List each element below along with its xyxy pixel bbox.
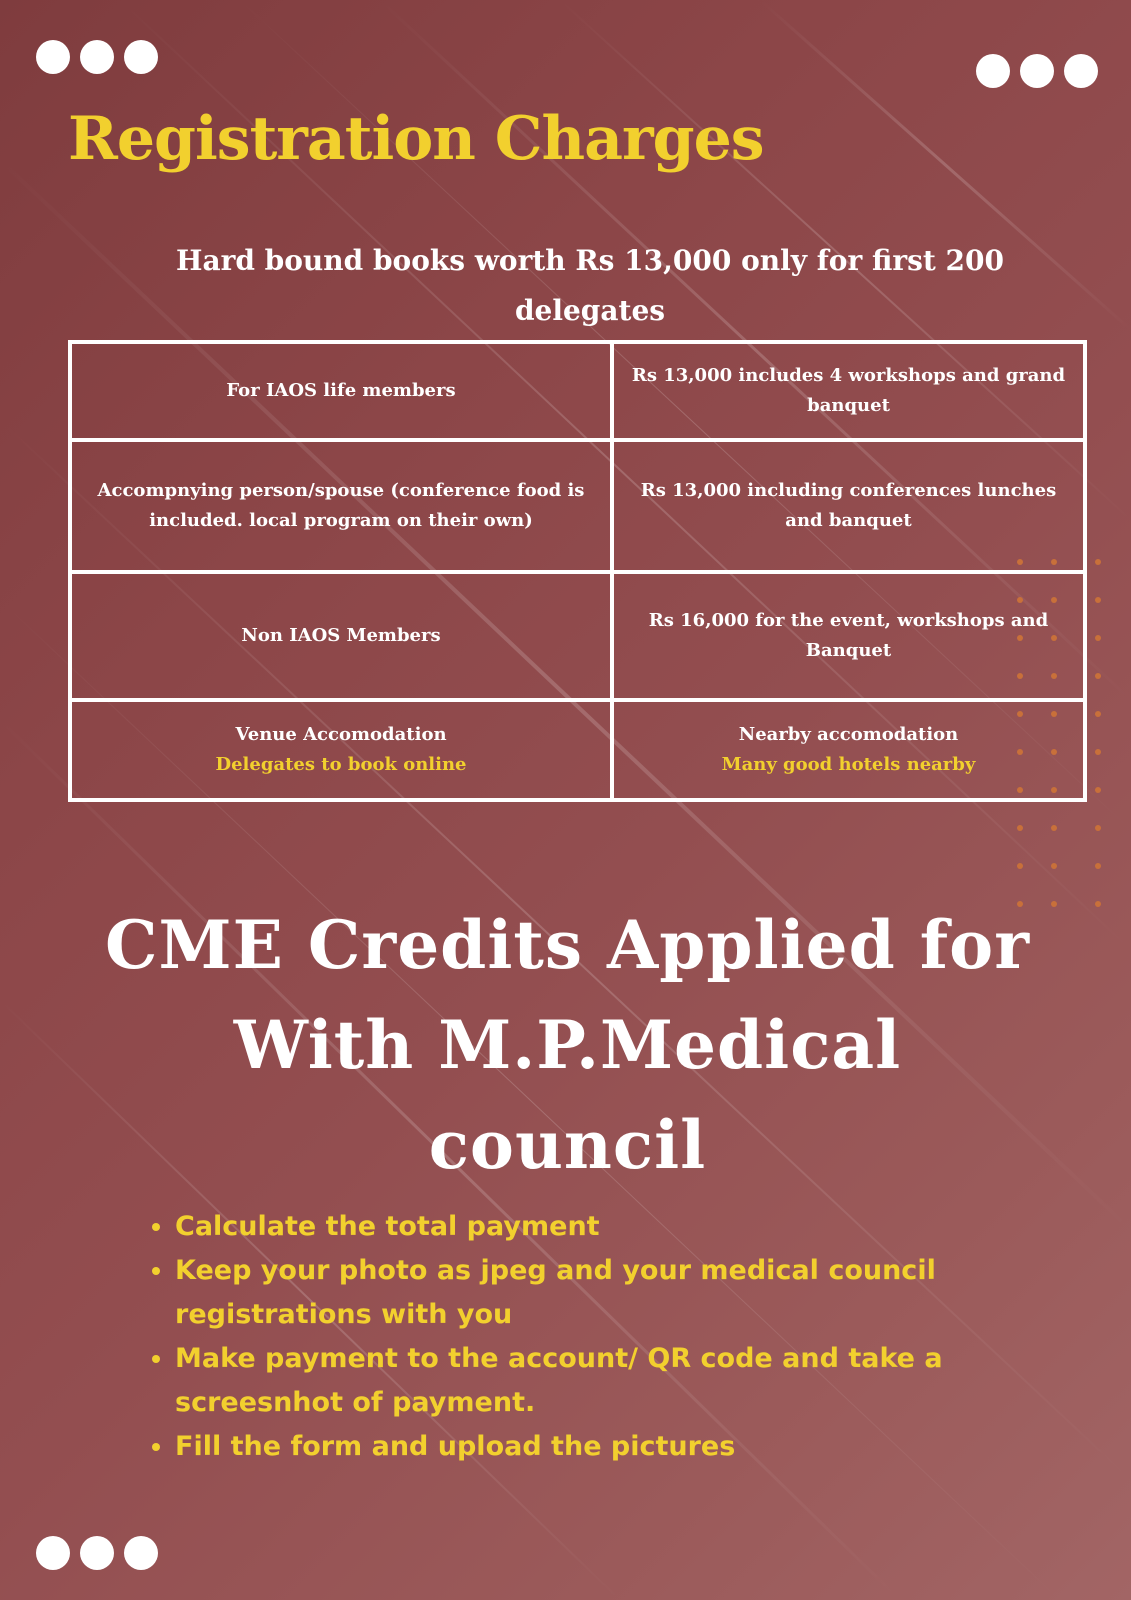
three-dots-icon xyxy=(36,40,158,74)
charge-category: Non IAOS Members xyxy=(70,572,612,700)
dot xyxy=(124,1536,158,1570)
dot xyxy=(976,54,1010,88)
list-item: • Keep your photo as jpeg and your medical council registrations with you xyxy=(175,1249,1075,1337)
table-row xyxy=(70,572,1085,700)
list-item: • Fill the form and upload the pictures xyxy=(175,1425,1075,1469)
charge-category: Accompnying person/spouse (conference food is included. local program on their own) xyxy=(70,440,612,572)
three-dots-icon xyxy=(36,1536,158,1570)
dot xyxy=(124,40,158,74)
nearby-accommodation-cell xyxy=(612,700,1085,800)
dot xyxy=(80,1536,114,1570)
dot xyxy=(36,1536,70,1570)
dot xyxy=(36,40,70,74)
table-row xyxy=(70,700,1085,800)
books-offer-note: Hard bound books worth Rs 13,000 only for first 200 delegates xyxy=(176,244,1004,327)
charge-fee: Rs 13,000 includes 4 workshops and grand banquet xyxy=(612,342,1085,440)
nearby-accommodation-note: Many good hotels nearby xyxy=(721,754,976,775)
dot xyxy=(1064,54,1098,88)
cme-credits-heading: CME Credits Applied for With M.P.Medical council xyxy=(105,906,1030,1184)
table-row xyxy=(70,440,1085,572)
list-item: • Calculate the total payment xyxy=(175,1205,1075,1249)
table-row xyxy=(70,342,1085,440)
page-title: Registration Charges xyxy=(68,104,764,174)
registration-charges-table xyxy=(68,340,1087,802)
dot xyxy=(80,40,114,74)
charge-category: For IAOS life members xyxy=(70,342,612,440)
venue-accommodation-label: Venue Accomodation xyxy=(235,724,447,745)
venue-accommodation-cell xyxy=(70,700,612,800)
charge-fee: Rs 13,000 including conferences lunches and banquet xyxy=(612,440,1085,572)
payment-steps-list xyxy=(145,1205,1075,1469)
list-item: • Make payment to the account/ QR code and take a screesnhot of payment. xyxy=(175,1337,1075,1425)
dot xyxy=(1020,54,1054,88)
nearby-accommodation-label: Nearby accomodation xyxy=(738,724,959,745)
charge-fee: Rs 16,000 for the event, workshops and Banquet xyxy=(612,572,1085,700)
venue-accommodation-note: Delegates to book online xyxy=(215,754,467,775)
three-dots-icon xyxy=(976,54,1098,88)
